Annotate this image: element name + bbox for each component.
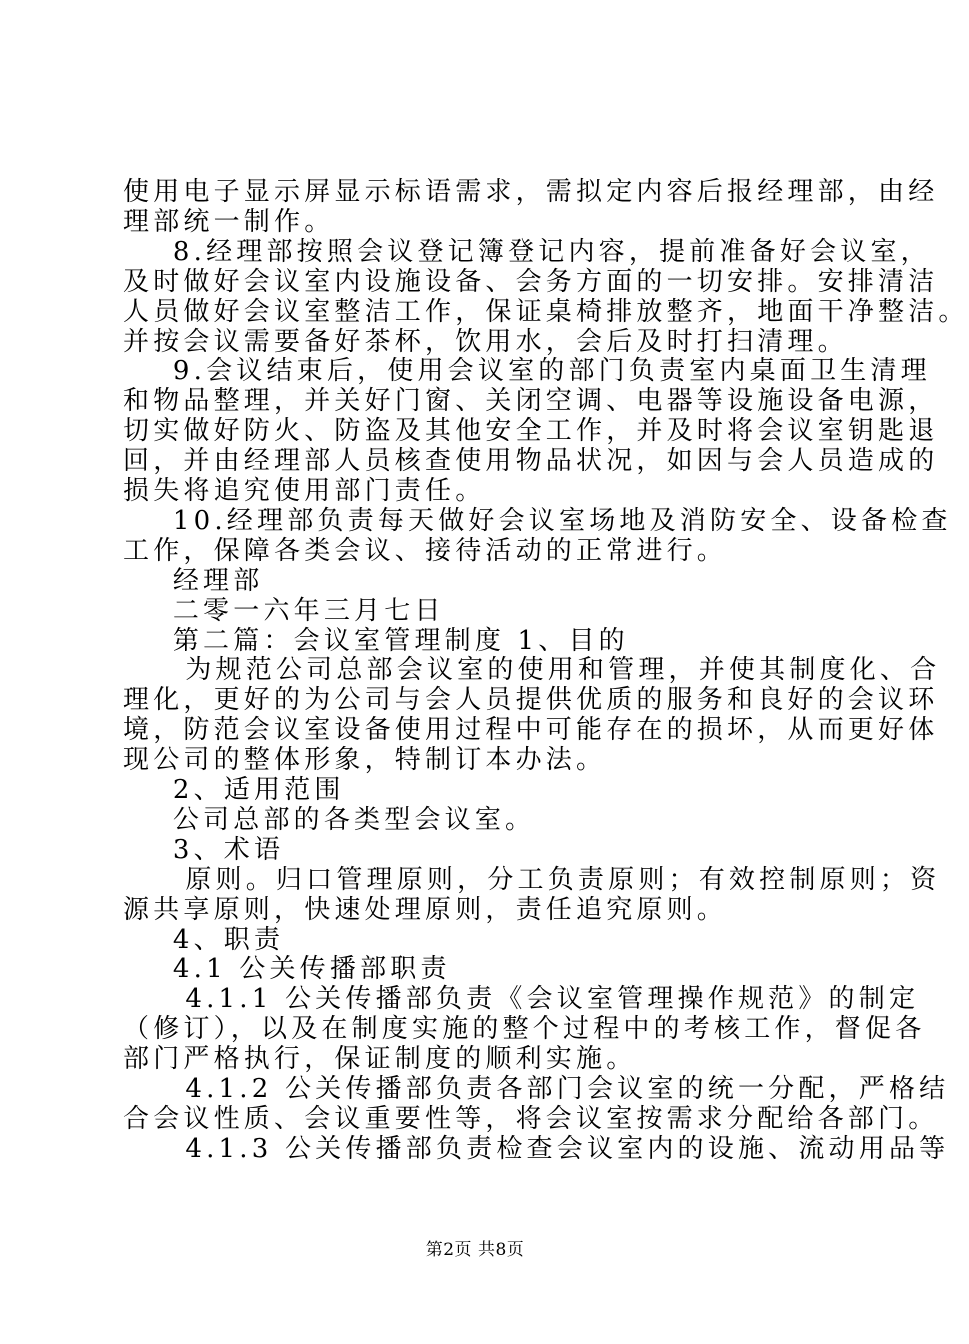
text-line: 二零一六年三月七日 <box>123 595 445 626</box>
text-line: 部门严格执行，保证制度的顺利实施。 <box>123 1044 637 1075</box>
text-line: 使用电子显示屏显示标语需求，需拟定内容后报经理部，由经 <box>123 177 939 207</box>
text-line: 4、职责 <box>123 924 285 955</box>
text-line: 原则。归口管理原则，分工负责原则；有效控制原则；资 <box>123 864 941 895</box>
text-line: 合会议性质、会议重要性等，将会议室按需求分配给各部门。 <box>123 1103 939 1134</box>
text-line: 2、适用范围 <box>123 775 345 805</box>
text-line: （修订），以及在制度实施的整个过程中的考核工作，督促各 <box>123 1014 926 1045</box>
text-line: 现公司的整体形象，特制订本办法。 <box>123 745 607 776</box>
text-line: 切实做好防火、防盗及其他安全工作，并及时将会议室钥匙退 <box>123 416 939 447</box>
text-line: 3、术语 <box>123 834 285 865</box>
text-line: 源共享原则，快速处理原则，责任追究原则。 <box>123 894 728 925</box>
text-line: 及时做好会议室内设施设备、会务方面的一切安排。安排清洁 <box>123 266 939 297</box>
text-line: 回，并由经理部人员核查使用物品状况，如因与会人员造成的 <box>123 446 939 477</box>
text-line: 为规范公司总部会议室的使用和管理，并使其制度化、合 <box>123 655 941 686</box>
text-line: 4.1.3 公关传播部负责检查会议室内的设施、流动用品等 <box>123 1133 950 1164</box>
text-line: 4.1.1 公关传播部负责《会议室管理操作规范》的制定 <box>123 984 920 1015</box>
text-line: 和物品整理，并关好门窗、关闭空调、电器等设施设备电源， <box>123 386 939 417</box>
text-line: 人员做好会议室整洁工作，保证桌椅排放整齐，地面干净整洁。 <box>123 296 969 327</box>
page-footer: 第2页 共8页 <box>425 1240 525 1260</box>
text-line: 第二篇：会议室管理制度 1、目的 <box>123 625 629 656</box>
text-line: 并按会议需要备好茶杯，饮用水，会后及时打扫清理。 <box>123 326 848 357</box>
text-line: 损失将追究使用部门责任。 <box>123 476 486 506</box>
text-line: 4.1 公关传播部职责 <box>123 954 451 985</box>
text-line: 境，防范会议室设备使用过程中可能存在的损坏，从而更好体 <box>123 715 939 746</box>
text-line: 10.经理部负责每天做好会议室场地及消防安全、设备检查 <box>123 505 952 536</box>
text-line: 经理部 <box>123 565 264 596</box>
text-line: 理部统一制作。 <box>123 206 335 237</box>
text-line: 8.经理部按照会议登记簿登记内容，提前准备好会议室， <box>123 236 931 267</box>
text-line: 工作，保障各类会议、接待活动的正常进行。 <box>123 535 728 566</box>
text-line: 9.会议结束后，使用会议室的部门负责室内桌面卫生清理 <box>123 356 931 387</box>
text-line: 公司总部的各类型会议室。 <box>123 804 536 835</box>
text-line: 理化，更好的为公司与会人员提供优质的服务和良好的会议环 <box>123 685 939 716</box>
text-line: 4.1.2 公关传播部负责各部门会议室的统一分配，严格结 <box>123 1074 950 1104</box>
